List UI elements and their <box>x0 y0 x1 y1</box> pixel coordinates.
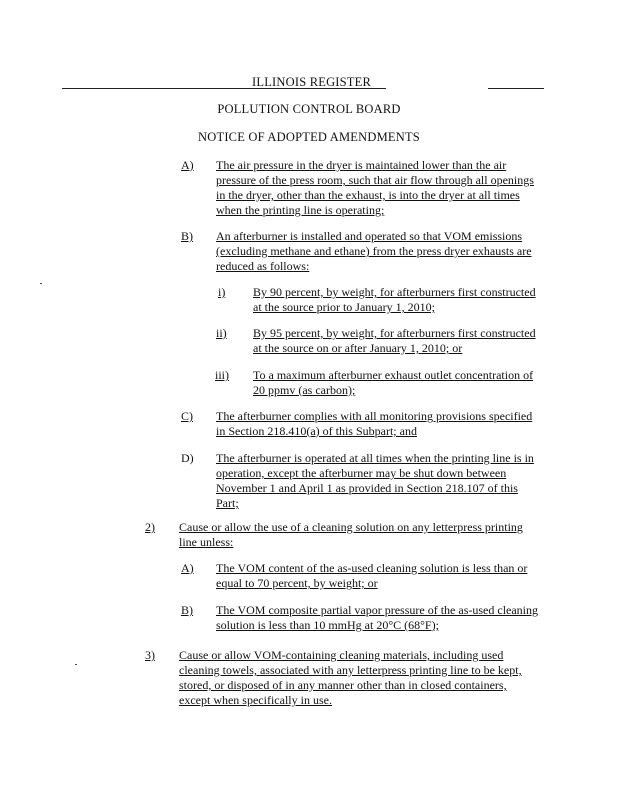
text-line: Cause or allow the use of a cleaning solution on any letterpress printing <box>179 520 523 534</box>
text-line: solution is less than 10 mmHg at 20°C (68°F); <box>216 618 439 632</box>
item-text <box>216 603 546 633</box>
scan-mark <box>40 283 42 284</box>
text-line: line unless: <box>179 535 234 549</box>
text-line: November 1 and April 1 as provided in Section 218.107 of this <box>216 481 518 495</box>
subitem-text <box>253 285 548 315</box>
subitem-label: i) <box>218 285 226 299</box>
notice-title: NOTICE OF ADOPTED AMENDMENTS <box>198 130 420 144</box>
text-line: cleaning towels, associated with any letterpress printing line to be kept, <box>179 663 522 677</box>
text-line: in the dryer, other than the exhaust, is into the dryer at all times <box>216 188 520 202</box>
text-line: By 90 percent, by weight, for afterburners first constructed <box>253 285 536 299</box>
text-line: pressure of the press room, such that air flow through all openings <box>216 173 534 187</box>
scan-mark <box>75 664 77 665</box>
text-line: An afterburner is installed and operated so that VOM emissions <box>216 229 523 243</box>
text-line: at the source on or after January 1, 2010; or <box>253 341 463 355</box>
text-line: The afterburner is operated at all times when the printing line is in <box>216 451 534 465</box>
text-line: The VOM composite partial vapor pressure of the as-used cleaning <box>216 603 539 617</box>
text-line: The air pressure in the dryer is maintained lower than the air <box>216 158 507 172</box>
text-line: at the source prior to January 1, 2010; <box>253 300 435 314</box>
item-text <box>216 158 546 218</box>
item-text <box>179 520 549 550</box>
text-line: The VOM content of the as-used cleaning solution is less than or <box>216 561 528 575</box>
item-label: B) <box>181 229 193 243</box>
text-line: reduced as follows: <box>216 259 310 273</box>
subitem-text <box>253 368 548 398</box>
text-line: By 95 percent, by weight, for afterburners first constructed <box>253 326 536 340</box>
text-line: operation, except the afterburner may be shut down between <box>216 466 507 480</box>
item-text <box>216 229 546 274</box>
item-text <box>179 648 549 708</box>
item-text <box>216 409 546 439</box>
text-line: Part; <box>216 496 239 510</box>
subitem-label: iii) <box>215 368 229 382</box>
header-rule-right <box>488 88 544 89</box>
text-line: Cause or allow VOM-containing cleaning materials, including used <box>179 648 504 662</box>
text-line: when the printing line is operating; <box>216 203 385 217</box>
item-text <box>216 561 546 591</box>
item-label: D) <box>181 451 194 465</box>
text-line: stored, or disposed of in any manner other than in closed containers, <box>179 678 507 692</box>
text-line: (excluding methane and ethane) from the press dryer exhausts are <box>216 244 532 258</box>
item-label: A) <box>181 561 194 575</box>
item-label: 2) <box>145 520 155 534</box>
text-line: The afterburner complies with all monitoring provisions specified <box>216 409 533 423</box>
item-label: C) <box>181 409 193 423</box>
text-line: equal to 70 percent, by weight; or <box>216 576 378 590</box>
register-title: ILLINOIS REGISTER <box>252 75 372 89</box>
text-line: in Section 218.410(a) of this Subpart; and <box>216 424 417 438</box>
item-text <box>216 451 546 511</box>
item-label: B) <box>181 603 193 617</box>
board-title: POLLUTION CONTROL BOARD <box>217 102 401 116</box>
subitem-text <box>253 326 548 356</box>
text-line: To a maximum afterburner exhaust outlet concentration of <box>253 368 534 382</box>
item-label: 3) <box>145 648 155 662</box>
text-line: except when specifically in use. <box>179 693 332 707</box>
item-label: A) <box>181 158 194 172</box>
text-line: 20 ppmv (as carbon); <box>253 383 356 397</box>
subitem-label: ii) <box>216 326 227 340</box>
